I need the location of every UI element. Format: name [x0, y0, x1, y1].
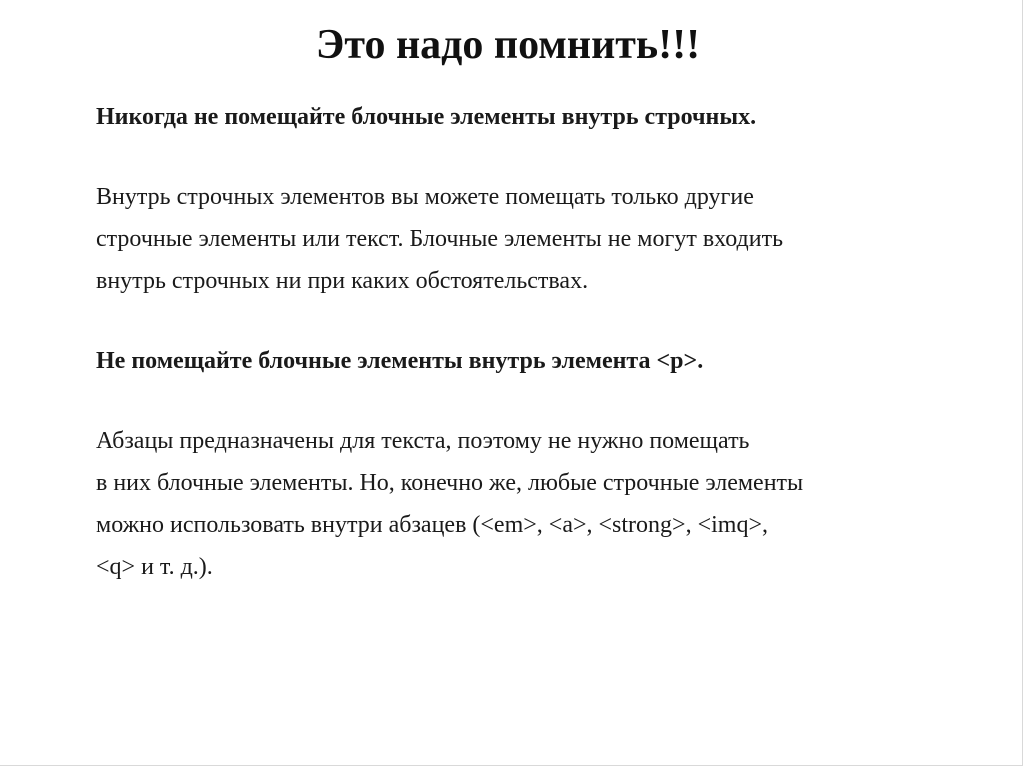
spacer [96, 302, 976, 340]
rule2-line: в них блочные элементы. Но, конечно же, любые строчные элементы [96, 470, 804, 496]
rule2-line: можно использовать внутри абзацев (<em>, <a>, <strong>, <imq>, [96, 512, 768, 538]
spacer [96, 382, 976, 420]
slide-title: Это надо помнить!!! [315, 22, 701, 68]
rule2-line: Абзацы предназначены для текста, поэтому не нужно помещать [96, 428, 750, 454]
rule1-line: Внутрь строчных элементов вы можете помещать только другие [96, 184, 754, 210]
spacer [96, 138, 976, 176]
slide-content [96, 96, 976, 588]
rule1-line: внутрь строчных ни при каких обстоятельствах. [96, 268, 589, 294]
rule2-heading: Не помещайте блочные элементы внутрь элемента <p>. [96, 348, 704, 374]
rule1-line: строчные элементы или текст. Блочные элементы не могут входить [96, 226, 784, 252]
rule1-heading: Никогда не помещайте блочные элементы внутрь строчных. [96, 104, 757, 130]
rule2-line: <q> и т. д.). [96, 554, 213, 580]
